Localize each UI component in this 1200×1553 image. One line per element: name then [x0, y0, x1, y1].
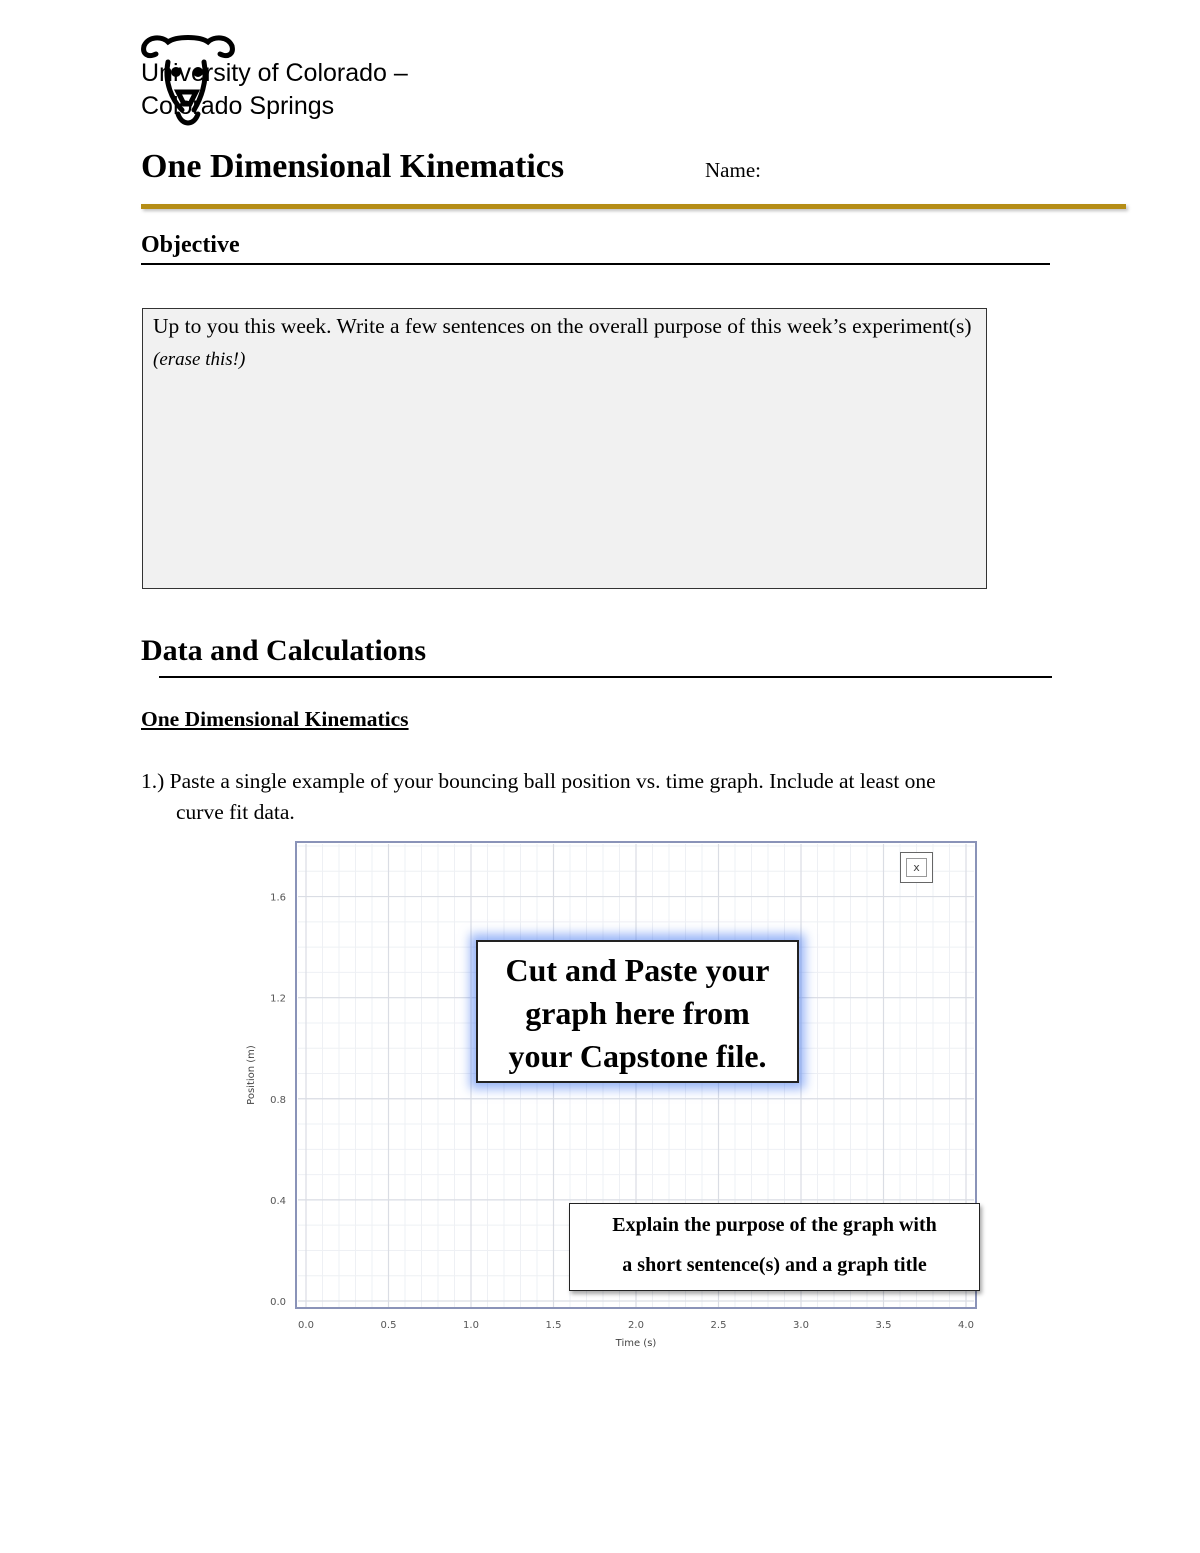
x-tick-label: 1.5 [545, 1320, 562, 1331]
x-tick-label: 1.0 [463, 1320, 479, 1331]
x-tick-label: 3.5 [875, 1320, 892, 1331]
paste-instruction-line-3: your Capstone file. [508, 1038, 767, 1074]
objective-divider [141, 263, 1050, 265]
close-icon: x [906, 858, 927, 877]
objective-text-box[interactable] [142, 308, 987, 589]
objective-placeholder-text: Up to you this week. Write a few sentences on the overall purpose of this week’s experiment(s) [153, 314, 972, 338]
institution-name-line-1: University of Colorado – [141, 59, 408, 87]
x-axis-label: Time (s) [615, 1338, 657, 1349]
x-tick-label: 4.0 [958, 1320, 974, 1331]
y-tick-label: 1.6 [270, 892, 286, 904]
data-divider [159, 676, 1052, 678]
explain-instruction-line-2: a short sentence(s) and a graph title [622, 1254, 927, 1276]
x-tick-label: 3.0 [793, 1320, 809, 1331]
objective-heading: Objective [141, 232, 240, 258]
explain-graph-instruction-box [569, 1203, 980, 1291]
y-tick-label: 1.2 [270, 993, 286, 1005]
explain-instruction-line-1: Explain the purpose of the graph with [612, 1214, 937, 1236]
kinematics-subheading: One Dimensional Kinematics [141, 707, 409, 731]
x-tick-label: 2.0 [628, 1320, 644, 1331]
x-tick-label: 0.5 [380, 1320, 397, 1331]
title-divider [141, 204, 1126, 209]
y-tick-label: 0.4 [270, 1195, 286, 1207]
y-tick-label: 0.8 [270, 1094, 286, 1106]
graph-close-button[interactable] [900, 852, 933, 883]
paste-instruction-line-1: Cut and Paste your [505, 952, 770, 988]
name-field-label[interactable]: Name: [705, 158, 761, 182]
paste-graph-instruction-box [476, 940, 799, 1083]
y-tick-label: 0.0 [270, 1297, 286, 1308]
x-tick-label: 0.0 [298, 1320, 314, 1331]
objective-erase-note: (erase this!) [153, 349, 246, 370]
institution-name-line-2: Colorado Springs [141, 92, 335, 120]
question-1-text-continued: curve fit data. [176, 800, 295, 824]
paste-instruction-line-2: graph here from [525, 995, 750, 1031]
question-1-text: 1.) Paste a single example of your bouncing ball position vs. time graph. Include at least one [141, 769, 936, 793]
y-axis-label: Position (m) [246, 1045, 257, 1105]
data-calculations-heading: Data and Calculations [141, 634, 427, 667]
document-title: One Dimensional Kinematics [141, 148, 565, 185]
x-tick-label: 2.5 [710, 1320, 727, 1331]
